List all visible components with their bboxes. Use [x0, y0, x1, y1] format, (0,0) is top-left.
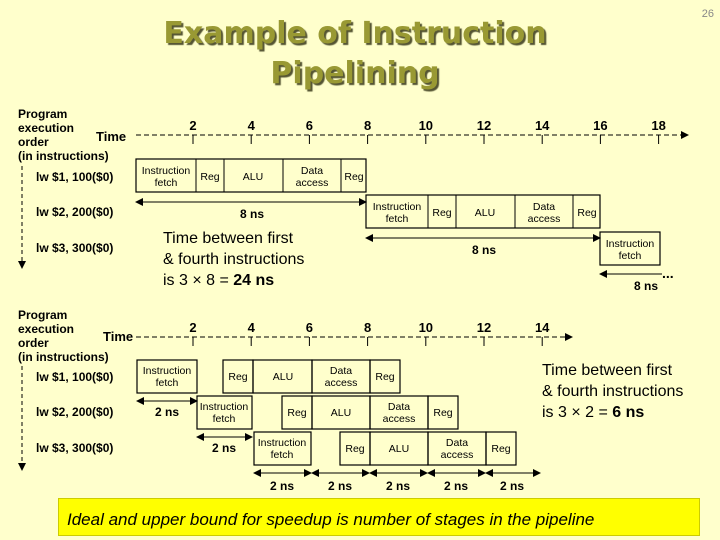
note-line [542, 402, 683, 423]
slide-title-line1: Example of Instruction [163, 16, 547, 51]
page-number: 26 [701, 8, 714, 20]
bottom-program-order-label [18, 308, 109, 364]
note-line [163, 270, 304, 291]
stage-data: access [527, 213, 561, 225]
axis-tick-label: 8 [363, 320, 372, 335]
stage-data: Data [532, 201, 556, 213]
bottom-stage-time-scale [254, 473, 540, 493]
footer-banner [58, 498, 700, 536]
stage-data: access [295, 177, 329, 189]
stage-fetch: Instruction [141, 165, 191, 177]
slide-title-line2: Pipelining [270, 56, 440, 91]
top-axis-ticks [189, 118, 665, 144]
axis-tick-label: 10 [418, 320, 434, 335]
stage-fetch: Instruction [199, 401, 249, 413]
stage-time-label: 2 ns [499, 479, 525, 493]
axis-tick-label: 4 [247, 118, 255, 133]
axis-tick-label: 4 [247, 320, 255, 335]
stage-reg-wb: Reg [433, 407, 453, 419]
instruction-label: lw $3, 300($0) [36, 241, 114, 255]
note-line: Time between first [542, 362, 673, 379]
top-spacing-label: 8 ns [471, 243, 497, 257]
program-order-line: (in instructions) [18, 350, 109, 364]
note-line: Time between first [163, 230, 294, 247]
stage-fetch: fetch [385, 213, 409, 225]
stage-reg: Reg [432, 207, 452, 219]
axis-tick-label: 14 [534, 320, 550, 335]
stage-reg: Reg [345, 443, 365, 455]
stage-data: access [324, 377, 358, 389]
top-spacing-label: 8 ns [633, 279, 659, 293]
stage-time-label: 2 ns [269, 479, 295, 493]
axis-tick-label: 6 [305, 118, 314, 133]
top-row1-stages [136, 159, 366, 192]
instruction-label: lw $2, 200($0) [36, 205, 114, 219]
program-order-line: execution [18, 322, 75, 336]
stage-alu: ALU [388, 443, 410, 455]
stage-alu: ALU [330, 407, 352, 419]
ellipsis: ... [662, 265, 674, 281]
note-prefix: is 3 × 8 = [163, 272, 234, 289]
stage-data: access [440, 449, 474, 461]
axis-tick-label: 18 [651, 118, 666, 133]
top-row2-stages [366, 195, 600, 228]
stage-alu: ALU [242, 171, 264, 183]
axis-tick-label: 14 [534, 118, 550, 133]
bottom-spacing-label: 2 ns [154, 405, 180, 419]
stage-alu: ALU [474, 207, 496, 219]
stage-fetch: Instruction [372, 201, 422, 213]
bottom-time-label: Time [103, 329, 134, 344]
stage-fetch: fetch [618, 250, 642, 262]
stage-reg-wb: Reg [491, 443, 511, 455]
axis-tick-label: 16 [593, 118, 608, 133]
stage-data: Data [445, 437, 469, 449]
stage-fetch: Instruction [142, 365, 192, 377]
stage-reg-wb: Reg [375, 371, 395, 383]
axis-tick-label: 2 [189, 320, 197, 335]
instruction-label: lw $1, 100($0) [36, 370, 114, 384]
note-line: & fourth instructions [163, 251, 305, 268]
top-time-label: Time [96, 129, 127, 144]
stage-data: Data [300, 165, 324, 177]
axis-tick-label: 10 [418, 118, 434, 133]
stage-fetch: Instruction [257, 437, 307, 449]
axis-tick-label: 12 [476, 320, 492, 335]
program-order-line: Program [18, 308, 68, 322]
top-spacing-label: 8 ns [239, 207, 265, 221]
stage-data: Data [387, 401, 411, 413]
axis-tick-label: 12 [476, 118, 492, 133]
program-order-line: order [18, 336, 49, 350]
stage-data: Data [329, 365, 353, 377]
footer-text: Ideal and upper bound for speedup is number of stages in the pipeline [67, 510, 595, 529]
stage-alu: ALU [272, 371, 294, 383]
stage-fetch: fetch [270, 449, 294, 461]
instruction-label: lw $1, 100($0) [36, 170, 114, 184]
bottom-row2-stages [197, 396, 458, 429]
bottom-row1-stages [137, 360, 400, 393]
stage-reg: Reg [228, 371, 248, 383]
instruction-label: lw $2, 200($0) [36, 405, 114, 419]
bottom-spacing-label: 2 ns [211, 441, 237, 455]
stage-reg-wb: Reg [344, 171, 364, 183]
instruction-label: lw $3, 300($0) [36, 441, 114, 455]
stage-time-label: 2 ns [385, 479, 411, 493]
stage-fetch: fetch [155, 377, 179, 389]
note-prefix: is 3 × 2 = [542, 404, 613, 421]
note-value: 24 ns [233, 272, 275, 289]
stage-data: access [382, 413, 416, 425]
program-order-line: (in instructions) [18, 149, 109, 163]
bottom-note [542, 360, 683, 423]
bottom-row3-stages [254, 432, 516, 465]
top-note [163, 228, 304, 291]
stage-fetch: fetch [212, 413, 236, 425]
note-value: 6 ns [612, 404, 645, 421]
note-line: & fourth instructions [542, 383, 684, 400]
stage-fetch: fetch [154, 177, 178, 189]
stage-reg-wb: Reg [577, 207, 597, 219]
program-order-line: order [18, 135, 49, 149]
stage-time-label: 2 ns [327, 479, 353, 493]
bottom-axis-ticks [189, 320, 550, 346]
program-order-line: Program [18, 107, 68, 121]
axis-tick-label: 2 [189, 118, 197, 133]
axis-tick-label: 6 [305, 320, 314, 335]
stage-fetch: Instruction [605, 238, 655, 250]
stage-time-label: 2 ns [443, 479, 469, 493]
axis-tick-label: 8 [363, 118, 372, 133]
stage-reg: Reg [200, 171, 220, 183]
program-order-line: execution [18, 121, 75, 135]
stage-reg: Reg [287, 407, 307, 419]
